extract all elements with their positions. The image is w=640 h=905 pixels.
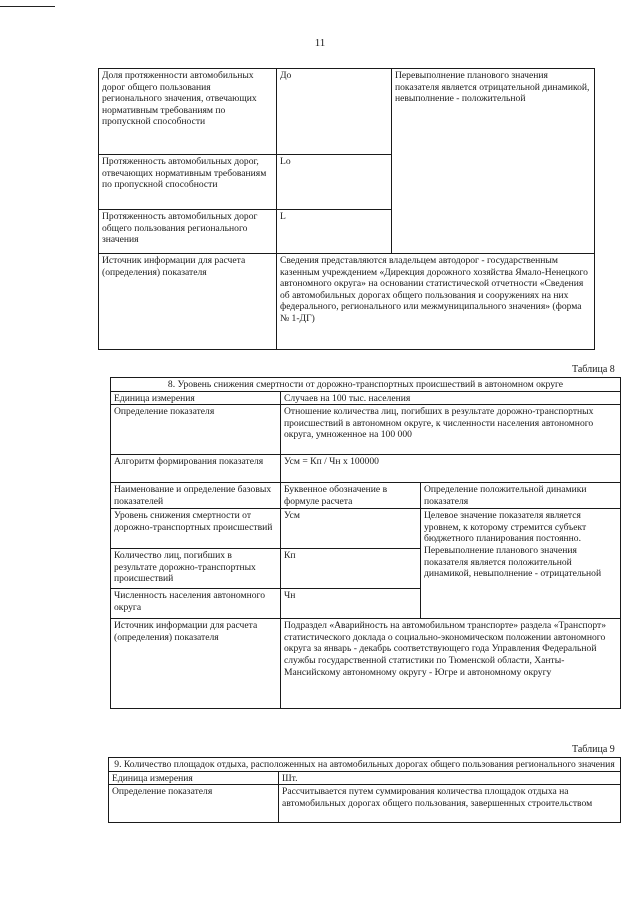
unit-label: Единица измерения xyxy=(111,391,281,405)
table-row xyxy=(111,483,621,509)
dynamics-definition: Перевыполнение планового значения показателя является отрицательной динамикой, невыполнение - положительной xyxy=(392,69,595,254)
table-9-caption: Таблица 9 xyxy=(572,744,615,755)
definition-value: Отношение количества лиц, погибших в результате дорожно-транспортных происшествий в автономном округе, к численности населения автономного округа, умноженное на 100 000 xyxy=(281,405,621,455)
table-row xyxy=(111,378,621,392)
unit-value: Случаев на 100 тыс. населения xyxy=(281,391,621,405)
definition-value: Рассчитывается путем суммирования количества площадок отдыха на автомобильных дорогах общего пользования, завершенных строительством xyxy=(279,785,621,823)
base-indicator-name: Протяженность автомобильных дорог общего пользования регионального значения xyxy=(99,210,277,254)
formula-symbol: L xyxy=(277,210,392,254)
table-row xyxy=(109,785,621,823)
column-header-symbol: Буквенное обозначение в формуле расчета xyxy=(281,483,421,509)
table-indicator-9 xyxy=(108,757,621,823)
column-header-name: Наименование и определение базовых показателей xyxy=(111,483,281,509)
formula-symbol: Чн xyxy=(281,589,421,619)
source-label: Источник информации для расчета (определения) показателя xyxy=(99,254,277,350)
formula-symbol: Дo xyxy=(277,69,392,155)
definition-label: Определение показателя xyxy=(109,785,279,823)
table-row xyxy=(111,391,621,405)
column-header-dynamics: Определение положительной динамики показателя xyxy=(421,483,621,509)
definition-label: Определение показателя xyxy=(111,405,281,455)
base-indicator-name: Протяженность автомобильных дорог, отвечающих нормативным требованиям по пропускной способности xyxy=(99,155,277,210)
table-row xyxy=(111,405,621,455)
formula-symbol: Кп xyxy=(281,549,421,589)
formula-symbol: Lo xyxy=(277,155,392,210)
table-header: 8. Уровень снижения смертности от дорожно-транспортных происшествий в автономном округе xyxy=(111,378,621,392)
base-indicator-name: Численность населения автономного округа xyxy=(111,589,281,619)
unit-value: Шт. xyxy=(279,771,621,785)
table-8-caption: Таблица 8 xyxy=(572,364,615,375)
table-row xyxy=(111,509,621,549)
table-indicator-7-continuation xyxy=(98,68,595,350)
table-header: 9. Количество площадок отдыха, расположенных на автомобильных дорогах общего пользования регионального значения xyxy=(109,758,621,772)
formula-symbol: Усм xyxy=(281,509,421,549)
base-indicator-name: Количество лиц, погибших в результате дорожно-транспортных происшествий xyxy=(111,549,281,589)
source-label: Источник информации для расчета (определения) показателя xyxy=(111,619,281,709)
table-row xyxy=(111,619,621,709)
source-text: Подраздел «Аварийность на автомобильном транспорте» раздела «Транспорт» статистического доклада о социально-экономическом положении автономного округа за январь - декабрь соответствующего года Управления Федеральной службы государственной статистики по Тюменской области, Ханты-Мансийскому автономному округу - Югре и автономному округу xyxy=(281,619,621,709)
header-rule xyxy=(0,6,55,7)
table-row xyxy=(99,254,595,350)
source-text: Сведения представляются владельцем автодорог - государственным казенным учреждением «Дирекция дорожного хозяйства Ямало-Ненецкого автономного округа» на основании статистической отчетности «Сведения об автомобильных дорогах общего пользования и сооружениях на них федерального, регионального или межмуниципального значения» (форма № 1-ДГ) xyxy=(277,254,595,350)
base-indicator-name: Уровень снижения смертности от дорожно-транспортных происшествий xyxy=(111,509,281,549)
dynamics-definition: Целевое значение показателя является уровнем, к которому стремится субъект бюджетного планирования постоянно. Перевыполнение планового значения показателя является положительной динамикой, невыполнение - отрицательной xyxy=(421,509,621,619)
page-number: 11 xyxy=(314,37,326,49)
algorithm-label: Алгоритм формирования показателя xyxy=(111,455,281,483)
algorithm-formula: Усм = Кп / Чн x 100000 xyxy=(281,455,621,483)
table-row xyxy=(109,771,621,785)
table-indicator-8 xyxy=(110,377,621,709)
base-indicator-name: Доля протяженности автомобильных дорог общего пользования регионального значения, отвечающих нормативным требованиям по пропускной способности xyxy=(99,69,277,155)
unit-label: Единица измерения xyxy=(109,771,279,785)
table-row xyxy=(99,69,595,155)
table-row xyxy=(111,455,621,483)
table-row xyxy=(109,758,621,772)
